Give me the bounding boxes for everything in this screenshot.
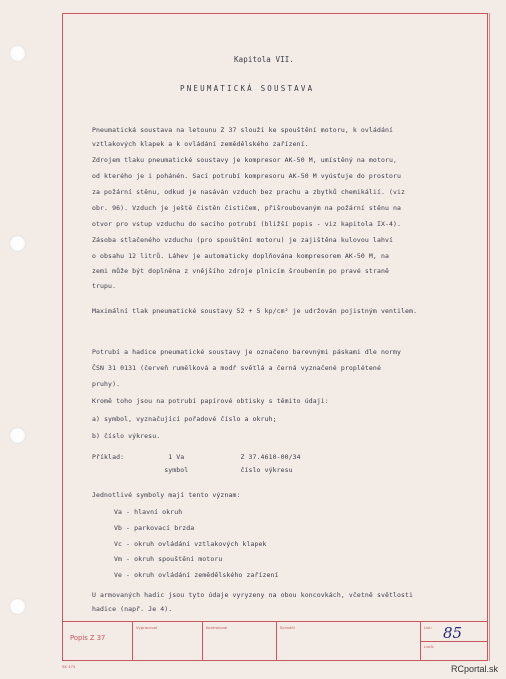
text-line: pruhy). (92, 380, 121, 388)
text-line: zemi může být doplněna z vnějšího zdroje plnicím šroubením po pravé straně (92, 267, 389, 275)
divider (421, 641, 488, 642)
field-label: Vypracoval (136, 625, 158, 630)
punch-hole (9, 427, 26, 444)
list-item: a) symbol, vyznačující pořadové číslo a okruh; (92, 415, 277, 423)
section-title: PNEUMATICKÁ SOUSTAVA (180, 84, 315, 93)
text-line: Potrubí a hadice pneumatické soustavy je označeno barevnými páskami dle normy (92, 348, 402, 356)
watermark: RCportal.sk (450, 664, 498, 674)
punch-hole (9, 598, 26, 615)
title-block (62, 621, 488, 661)
field-schvalil (276, 622, 420, 661)
symbol-item: Vc - okruh ovládání vztlakových klapek (114, 540, 267, 548)
form-code: SK 475 (62, 664, 76, 669)
punch-hole (9, 45, 26, 62)
field-label: Schválil (280, 625, 295, 630)
text-line: od kterého je i pohánén. Sací potrubí kompresoru AK-50 M vyúsťuje do prostoru (92, 172, 402, 180)
symbol-item: Vm - okruh spouštění motoru (114, 555, 223, 563)
symbol-item: Ve - okruh ovládání zemědělského zařízení (114, 571, 279, 579)
text-line: za požární stěnu, odkud je nasáván vzduch bez prachu a zbytků chemikálií. (viz (92, 188, 406, 196)
page-frame (62, 13, 488, 661)
text-line: otvor pro vstup vzduchu do sacího potrubí (bližší popis - viz kapitola IX-4). (92, 220, 402, 228)
example-line: Příklad: 1 Va Z 37.4610-00/34 (92, 453, 301, 461)
text-line: o obsahu 12 litrů. Láhev je automaticky doplňována kompresorem AK-50 M, na (92, 252, 389, 260)
text-line: U armovaných hadic jsou tyto údaje vyryzeny na obou koncovkách, včetně světlosti (92, 591, 414, 599)
text-line: hadice (např. Je 4). (92, 605, 173, 613)
field-label: Listů: (424, 644, 435, 649)
field-label: Kontroloval (206, 625, 228, 630)
text-line: ČSN 31 0131 (červeň rumělková a modř světlá a černá vyznačené proplétené (92, 364, 381, 372)
text-line: Zásoba stlačeného vzduchu (pro spouštění motoru) je zajištěna kulovou lahví (92, 236, 393, 244)
symbol-item: Vb - parkovací brzda (114, 524, 195, 532)
text-line: trupu. (92, 282, 117, 290)
list-item: b) číslo výkresu. (92, 432, 161, 440)
text-line: Pneumatická soustava na letounu Z 37 slouží ke spouštění motoru, k ovládání (92, 126, 393, 134)
field-kontroloval (202, 622, 276, 661)
document-name: Popis Z 37 (70, 634, 106, 642)
text-line: Zdrojem tlaku pneumatické soustavy je kompresor AK-50 M, umístěný na motoru, (92, 156, 398, 164)
margin-line (489, 13, 490, 661)
text-line: Jednotlivé symboly mají tento význam: (92, 491, 241, 499)
page-number: 85 (443, 624, 463, 642)
chapter-heading: Kapitola VII. (234, 55, 294, 64)
field-list (420, 622, 488, 661)
punch-hole (9, 235, 26, 252)
text-line: obr. 96). Vzduch je ještě čistěn čističem, přišroubovaným na požární stěnu na (92, 204, 402, 212)
symbol-item: Va - hlavní okruh (114, 508, 183, 516)
text-line: vztlakových klapek a k ovládání zemědělského zařízení. (92, 140, 309, 148)
text-line: Maximální tlak pneumatické soustavy 52 + 5 kp/cm² je udržován pojistným ventilem. (92, 307, 418, 315)
text-line: Kromě toho jsou na potrubí papírové obtisky s těmito údaji: (92, 397, 329, 405)
example-caption: symbol číslo výkresu (92, 466, 293, 474)
field-vypracoval (132, 622, 202, 661)
field-label: List: (424, 625, 432, 630)
